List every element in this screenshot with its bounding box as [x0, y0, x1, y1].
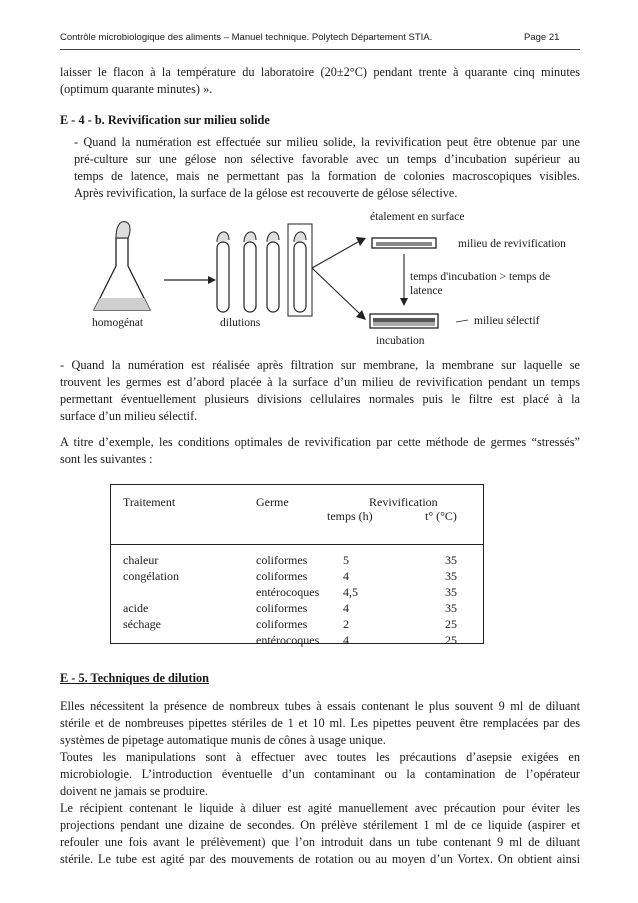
table-header-traitement: Traitement	[123, 495, 176, 509]
revivification-diagram	[60, 210, 580, 350]
table-header-temperature: t° (°C)	[425, 509, 457, 523]
arrow-icon	[164, 276, 216, 284]
para2-line: trouvent les germes est d’abord placée à la surface d’un milieu de revivification pendant un temps	[60, 375, 580, 389]
intro-line-1: laisser le flacon à la température du laboratoire (20±2°C) pendant trente à quarante cinq minutes	[60, 65, 580, 79]
para1-line: temps de latence, mais ne permettant pas la formation de colonies macroscopiques visibles.	[74, 169, 580, 183]
e5-line: Le récipient contenant le liquide à diluer est agité manuellement avec précaution pour éviter les	[60, 801, 580, 815]
label-temps-incubation: temps d'incubation > temps de	[410, 271, 551, 283]
section-heading-e5: E - 5. Techniques de dilution	[60, 671, 209, 685]
table-col-germe	[256, 552, 319, 648]
table-cell	[123, 632, 179, 648]
table-cell: 4	[343, 601, 349, 615]
table-divider	[111, 544, 483, 545]
table-col-temps	[343, 552, 358, 648]
e5-line: doivent ne jamais se produire.	[60, 784, 208, 798]
table-cell: coliformes	[256, 553, 308, 567]
table-cell: chaleur	[123, 553, 159, 567]
table-cell: séchage	[123, 617, 161, 631]
label-latence: latence	[410, 285, 443, 297]
e5-line: refouler une fois avant le prélèvement) que l’on introduit dans un tube contenant 9 ml de diluant	[60, 835, 580, 849]
table-cell: 5	[343, 553, 349, 567]
para1-line: pré-culture sur une gélose non sélective favorable avec un temps d’incubation supérieur au	[74, 152, 580, 166]
petri-dish-icon	[372, 238, 436, 248]
para3-line: A titre d’exemple, les conditions optimales de revivification par cette méthode de germes “stressés”	[60, 435, 580, 449]
e5-line: stérile et de nombreuses pipettes stériles de 1 et 10 ml. Les pipettes peuvent être remplacées par des	[60, 716, 580, 730]
e5-line: stérile. Le tube est agité par des mouvements de rotation ou au moyen d’un Vortex. On obtient ainsi	[60, 852, 580, 866]
para1-line: - Quand la numération est effectuée sur milieu solide, la revivification peut être obtenue par une	[74, 135, 580, 149]
table-cell: entérocoques	[256, 633, 320, 647]
table-cell: 4	[343, 633, 349, 647]
e5-line: Toutes les manipulations sont à effectuer avec toutes les précautions d’asepsie exigées en	[60, 750, 580, 764]
label-incubation: incubation	[376, 335, 425, 347]
para2-line: surface d’un milieu sélectif.	[60, 409, 198, 423]
para3-line: sont les suivantes :	[60, 452, 153, 466]
table-col-traitement	[123, 552, 179, 648]
table-cell: 35	[445, 553, 457, 567]
para2-line: - Quand la numération est réalisée après filtration sur membrane, la membrane sur laquelle se	[60, 358, 580, 372]
callout-line	[456, 320, 468, 322]
intro-line-2: (optimum quarante minutes) ».	[60, 82, 213, 96]
table-cell: 2	[343, 617, 349, 631]
label-etalement: étalement en surface	[370, 211, 465, 223]
table-cell: 4	[343, 569, 349, 583]
label-milieu-selectif: milieu sélectif	[474, 315, 540, 327]
table-cell: coliformes	[256, 601, 308, 615]
flask-icon	[94, 222, 150, 310]
table-cell: 35	[445, 585, 457, 599]
e5-line: systèmes de pipetage automatique munis de cônes à usage unique.	[60, 733, 386, 747]
table-cell: 35	[445, 601, 457, 615]
test-tubes-icon	[217, 224, 312, 316]
section-heading-e4b: E - 4 - b. Revivification sur milieu solide	[60, 113, 270, 127]
label-milieu-revivification: milieu de revivification	[458, 238, 566, 250]
table-cell: 35	[445, 569, 457, 583]
para2-line: permettant éventuellement plusieurs divisions cellulaires normales puis le filtre est placé à la	[60, 392, 580, 406]
arrow-icon	[312, 237, 366, 320]
table-cell	[123, 584, 179, 600]
running-header: Contrôle microbiologique des aliments – Manuel technique. Polytech Département STIA.	[60, 32, 433, 43]
table-cell: 25	[445, 617, 457, 631]
table-cell: acide	[123, 601, 149, 615]
table-cell: 25	[445, 633, 457, 647]
table-header-germe: Germe	[256, 495, 289, 509]
table-cell: coliformes	[256, 617, 308, 631]
e5-line: Elles nécessitent la présence de nombreux tubes à essais contenant le plus souvent 9 ml de diluant	[60, 699, 580, 713]
table-header-temps: temps (h)	[327, 509, 373, 523]
para1-line: Après revivification, la surface de la gélose est recouverte de gélose sélective.	[74, 186, 458, 200]
label-dilutions: dilutions	[220, 317, 261, 329]
e5-line: projections pendant une dizaine de secondes. On prélève stérilement 1 ml de ce liquide (aspirer et	[60, 818, 580, 832]
table-col-temperature	[445, 552, 457, 648]
arrow-icon	[400, 254, 408, 306]
header-rule	[60, 49, 580, 50]
page-number: Page 21	[524, 32, 560, 43]
table-cell: congélation	[123, 569, 179, 583]
label-homogenat: homogénat	[92, 317, 144, 329]
revivification-table	[110, 484, 484, 647]
table-cell: coliformes	[256, 569, 308, 583]
table-cell: 4,5	[343, 585, 358, 599]
table-cell: entérocoques	[256, 585, 320, 599]
petri-dish-icon	[370, 314, 438, 328]
e5-line: microbiologie. L’introduction éventuelle d’un contaminant ou la contamination de l’opérateur	[60, 767, 580, 781]
table-header-revivification: Revivification	[369, 495, 438, 509]
